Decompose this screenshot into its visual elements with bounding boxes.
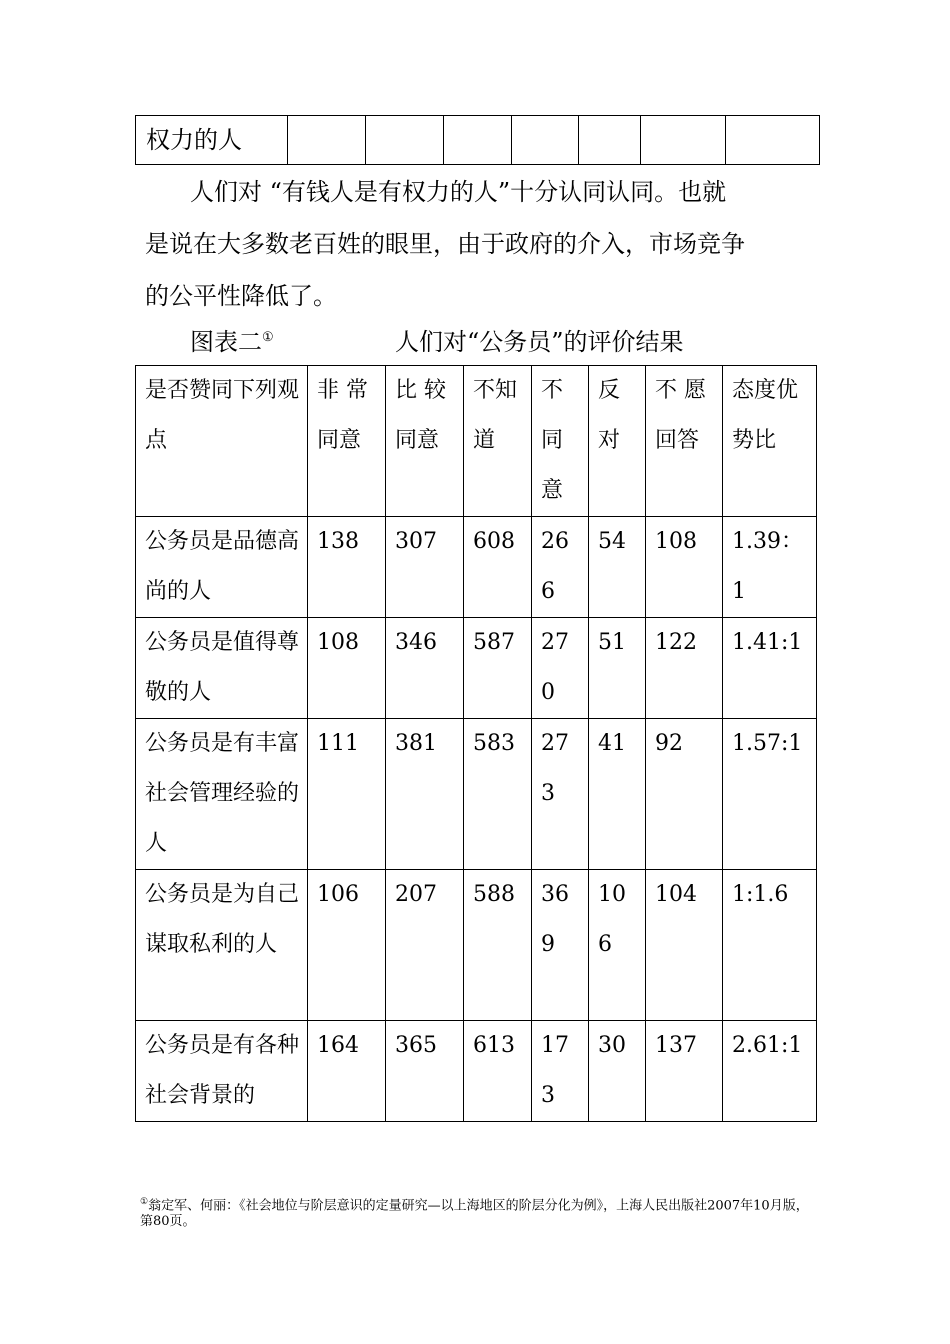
table-caption-title: 人们对“公务员”的评价结果 (395, 328, 684, 356)
top-table-fragment (135, 115, 820, 165)
data-cell: 111 (308, 719, 386, 870)
data-cell: 346 (386, 618, 464, 719)
header-cell: 不 愿回答 (646, 366, 723, 517)
table-row (136, 870, 817, 1021)
data-cell: 137 (646, 1021, 723, 1122)
header-cell: 不同意 (532, 366, 589, 517)
row-label-cell: 公务员是值得尊敬的人 (136, 618, 308, 719)
header-cell: 比 较同意 (386, 366, 464, 517)
data-cell: 369 (532, 870, 589, 1021)
footnote: ①翁定军、何丽：《社会地位与阶层意识的定量研究—以上海地区的阶层分化为例》，上海人民出版社2007年10月版，第80页。 (140, 1197, 809, 1230)
row-label-cell: 公务员是品德高尚的人 (136, 517, 308, 618)
data-cell: 1.41:1 (723, 618, 817, 719)
data-cell: 51 (589, 618, 646, 719)
table-header-row (136, 366, 817, 517)
data-cell: 588 (464, 870, 532, 1021)
paragraph-line-1: 人们对 “有钱人是有权力的人”十分认同认同。也就 (190, 178, 727, 206)
header-cell: 态度优势比 (723, 366, 817, 517)
data-cell: 164 (308, 1021, 386, 1122)
table-row (136, 719, 817, 870)
data-cell: 104 (646, 870, 723, 1021)
data-cell: 122 (646, 618, 723, 719)
data-cell: 613 (464, 1021, 532, 1122)
header-cell: 不知道 (464, 366, 532, 517)
data-cell: 138 (308, 517, 386, 618)
table-row (136, 1021, 817, 1122)
row-label: 权力的人 (136, 116, 288, 165)
data-cell: 108 (308, 618, 386, 719)
data-cell: 1.57:1 (723, 719, 817, 870)
data-cell: 270 (532, 618, 589, 719)
table-row (136, 618, 817, 719)
paragraph-line-2: 是说在大多数老百姓的眼里，由于政府的介入，市场竞争 (145, 230, 745, 258)
data-cell: 365 (386, 1021, 464, 1122)
header-cell: 是否赞同下列观点 (136, 366, 308, 517)
data-cell: 266 (532, 517, 589, 618)
data-cell: 1.39：1 (723, 517, 817, 618)
row-label-cell: 公务员是为自己谋取私利的人 (136, 870, 308, 1021)
footnote-mark: ① (262, 330, 274, 345)
data-cell: 30 (589, 1021, 646, 1122)
data-cell: 608 (464, 517, 532, 618)
data-cell: 583 (464, 719, 532, 870)
paragraph-line-3: 的公平性降低了。 (145, 282, 337, 310)
row-label-cell: 公务员是有丰富社会管理经验的人 (136, 719, 308, 870)
data-cell: 173 (532, 1021, 589, 1122)
data-cell: 273 (532, 719, 589, 870)
data-cell: 381 (386, 719, 464, 870)
data-cell: 106 (589, 870, 646, 1021)
header-cell: 非 常同意 (308, 366, 386, 517)
data-cell: 41 (589, 719, 646, 870)
table-row (136, 116, 820, 165)
row-label-cell: 公务员是有各种社会背景的 (136, 1021, 308, 1122)
data-cell: 307 (386, 517, 464, 618)
data-cell: 92 (646, 719, 723, 870)
data-cell: 207 (386, 870, 464, 1021)
data-cell: 1:1.6 (723, 870, 817, 1021)
data-cell: 106 (308, 870, 386, 1021)
table-caption-label: 图表二① (190, 328, 274, 356)
data-cell: 54 (589, 517, 646, 618)
table-row (136, 517, 817, 618)
data-cell: 587 (464, 618, 532, 719)
data-cell: 108 (646, 517, 723, 618)
data-cell: 2.61:1 (723, 1021, 817, 1122)
header-cell: 反对 (589, 366, 646, 517)
evaluation-table (135, 365, 817, 1122)
